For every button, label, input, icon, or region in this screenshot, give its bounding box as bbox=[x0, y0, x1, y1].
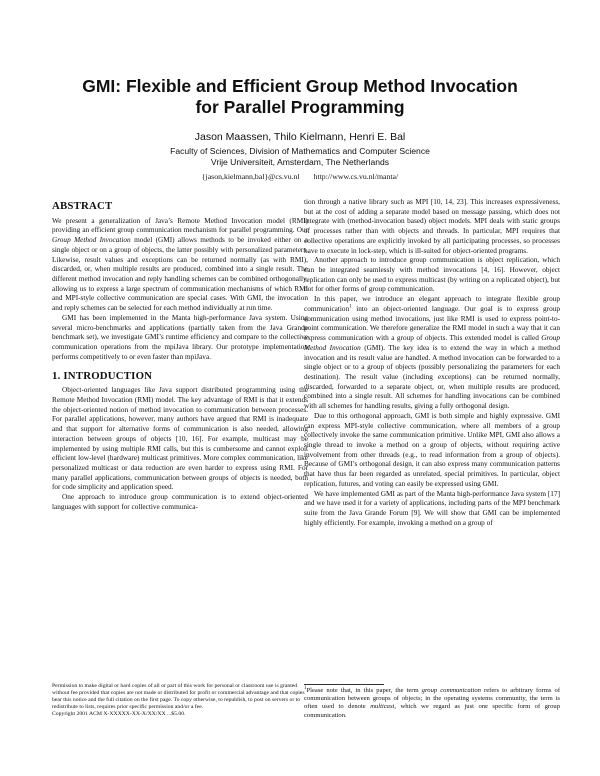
right-paragraph-0: tion through a native library such as MPI [10, 14, 23]. This increases expressiveness, but at the cost of adding a separate model based on message passing, which does not integrate with (method-invocation based) object models. MPI deals with static groups of processes rather than with objects and threads. In particular, MPI requires that collective operations are explicitly invoked by all participating processes, so processes have to execute in lock-step, which is ill-suited for object-oriented programs. bbox=[304, 198, 560, 255]
permission-notice bbox=[52, 683, 312, 718]
project-url[interactable]: http://www.cs.vu.nl/manta/ bbox=[313, 172, 399, 181]
right-paragraph-1: Another approach to introduce group communication is object replication, which can be integrated seamlessly with method invocations [4, 16]. However, object replication can only be used to express multicast (by writing on a replicated object), but not for other forms of group communication. bbox=[304, 256, 560, 294]
introduction-heading: 1. INTRODUCTION bbox=[52, 369, 153, 382]
footnote-mark: 1 bbox=[304, 685, 307, 691]
right-paragraph-2: In this paper, we introduce an elegant approach to integrate flexible group communication$^1$ into an object-oriented language. Our goal is to express group communication using method invocations, just like RMI is used to express point-to-point communication. We therefore generalize the RMI model in such a way that it can express communication with a group of objects. This extended model is called Group Method Invocation (GMI). The key idea is to extend the way in which a method invocation and its result value are handled. A method invocation can be forwarded to a single object or to a group of objects (possibly personalizing the parameters for each destination). The result value (including exceptions) can be returned normally, discarded, forwarded to a separate object, or, when multiple results are produced, combined into a single result. All schemes for handling invocations can be combined with all schemes for handling results, giving a fully orthogonal design. bbox=[304, 295, 560, 411]
title-line-1: GMI: Flexible and Efficient Group Method Invocation bbox=[82, 76, 518, 96]
intro-paragraph-2: One approach to introduce group communication is to extend object-oriented languages with support for collective communica- bbox=[52, 493, 308, 511]
title-line-2: for Parallel Programming bbox=[195, 97, 405, 117]
author-list: Jason Maassen, Thilo Kielmann, Henri E. Bal bbox=[194, 131, 406, 143]
paper-title bbox=[40, 76, 560, 118]
contact-line bbox=[170, 172, 430, 182]
intro-paragraph-1: Object-oriented languages like Java support distributed programming using the Remote Method Invocation (RMI) model. The key advantage of RMI is that it extends the object-oriented notion of method invocation to communication between processes. For parallel applications, however, many authors have argued that RMI is inadequate and that support for alternative forms of communication is also needed, allowing interaction between groups of objects [10, 16]. For example, multicast may be implemented by using multiple RMI calls, but this is cumbersome and cannot exploit efficient low-level (hardware) multicast primitives. More complex communication, like personalized multicast or data reduction are even harder to express using RMI. For many parallel applications, communication between groups of objects is needed, both for code simplicity and application speed. bbox=[52, 386, 308, 492]
footnote: $^1$Please note that, in this paper, the term group communication refers to arbitrary forms of communication between groups of objects; in the operating systems community, the term is often used to denote multicast, which we regard as just one specific form of group communication. bbox=[304, 685, 561, 719]
right-paragraph-4: We have implemented GMI as part of the Manta high-performance Java system [17] and we have used it for a variety of applications, including parts of the MPJ benchmark suite from the Java Grande Forum [9]. We will show that GMI can be implemented highly efficiently. For example, invoking a method on a group of bbox=[304, 489, 560, 527]
abstract-heading: ABSTRACT bbox=[52, 200, 113, 212]
affiliation-line-2: Vrije Universiteit, Amsterdam, The Netherlands bbox=[210, 157, 390, 167]
affiliation-line-1: Faculty of Sciences, Division of Mathematics and Computer Science bbox=[170, 146, 430, 156]
author-email[interactable]: {jason,kielmann,bal}@cs.vu.nl bbox=[201, 172, 300, 181]
footnote-ref[interactable]: 1 bbox=[349, 304, 352, 310]
permission-text: Permission to make digital or hard copies of all or part of this work for personal or classroom use is granted without fee provided that copies are not made or distributed for profit or commercial advantage and that copies bear this notice and the full citation on the first page. To copy otherwise, to republish, to post on servers or to redistribute to lists, requires prior specific permission and/or a fee. bbox=[52, 683, 305, 711]
left-column bbox=[52, 202, 308, 513]
abstract-paragraph-2: GMI has been implemented in the Manta high-performance Java system. Using several micro-benchmarks and applications (partially taken from the Java Grande benchmark set), we investigate GMI’s runtime efficiency and compare to the collective communication operations from the mpiJava library. Our prototype implementation performs competitively to or even faster than mpiJava. bbox=[52, 313, 308, 361]
right-paragraph-3: Due to this orthogonal approach, GMI is both simple and highly expressive. GMI can express MPI-style collective communication, where all members of a group collectively invoke the same communication primitive. Unlike MPI, GMI also allows a single thread to invoke a method on a group of objects, without requiring active involvement from other threads (e.g., to read information from a group of objects). Because of GMI’s orthogonal design, it can also express many communication patterns that have thus far been regarded as unrelated, special primitives. In particular, object replication, futures, and voting can easily be expressed using GMI. bbox=[304, 411, 560, 488]
footnote-rule bbox=[304, 684, 384, 685]
right-column bbox=[304, 198, 560, 528]
abstract-paragraph-1: We present a generalization of Java’s Remote Method Invocation model (RMI) providing an efficient group communication mechanism for parallel programming. Our Group Method Invocation model (GMI) allows methods to be invoked either on a single object or on a group of objects, the latter possibly with personalized parameters. Likewise, result values and exceptions can be returned normally (as with RMI), discarded, or, when multiple results are produced, combined into a single result. The different method invocation and reply handling schemes can be combined orthogonally, allowing us to express a large spectrum of communication mechanisms of which RMI and MPI-style collective communication are special cases. With GMI, the invocation and reply schemes can be selected for each method individually at run time. bbox=[52, 216, 308, 313]
copyright-line: Copyright 2001 ACM X-XXXXX-XX-X/XX/XX ...$5.00. bbox=[52, 711, 186, 718]
